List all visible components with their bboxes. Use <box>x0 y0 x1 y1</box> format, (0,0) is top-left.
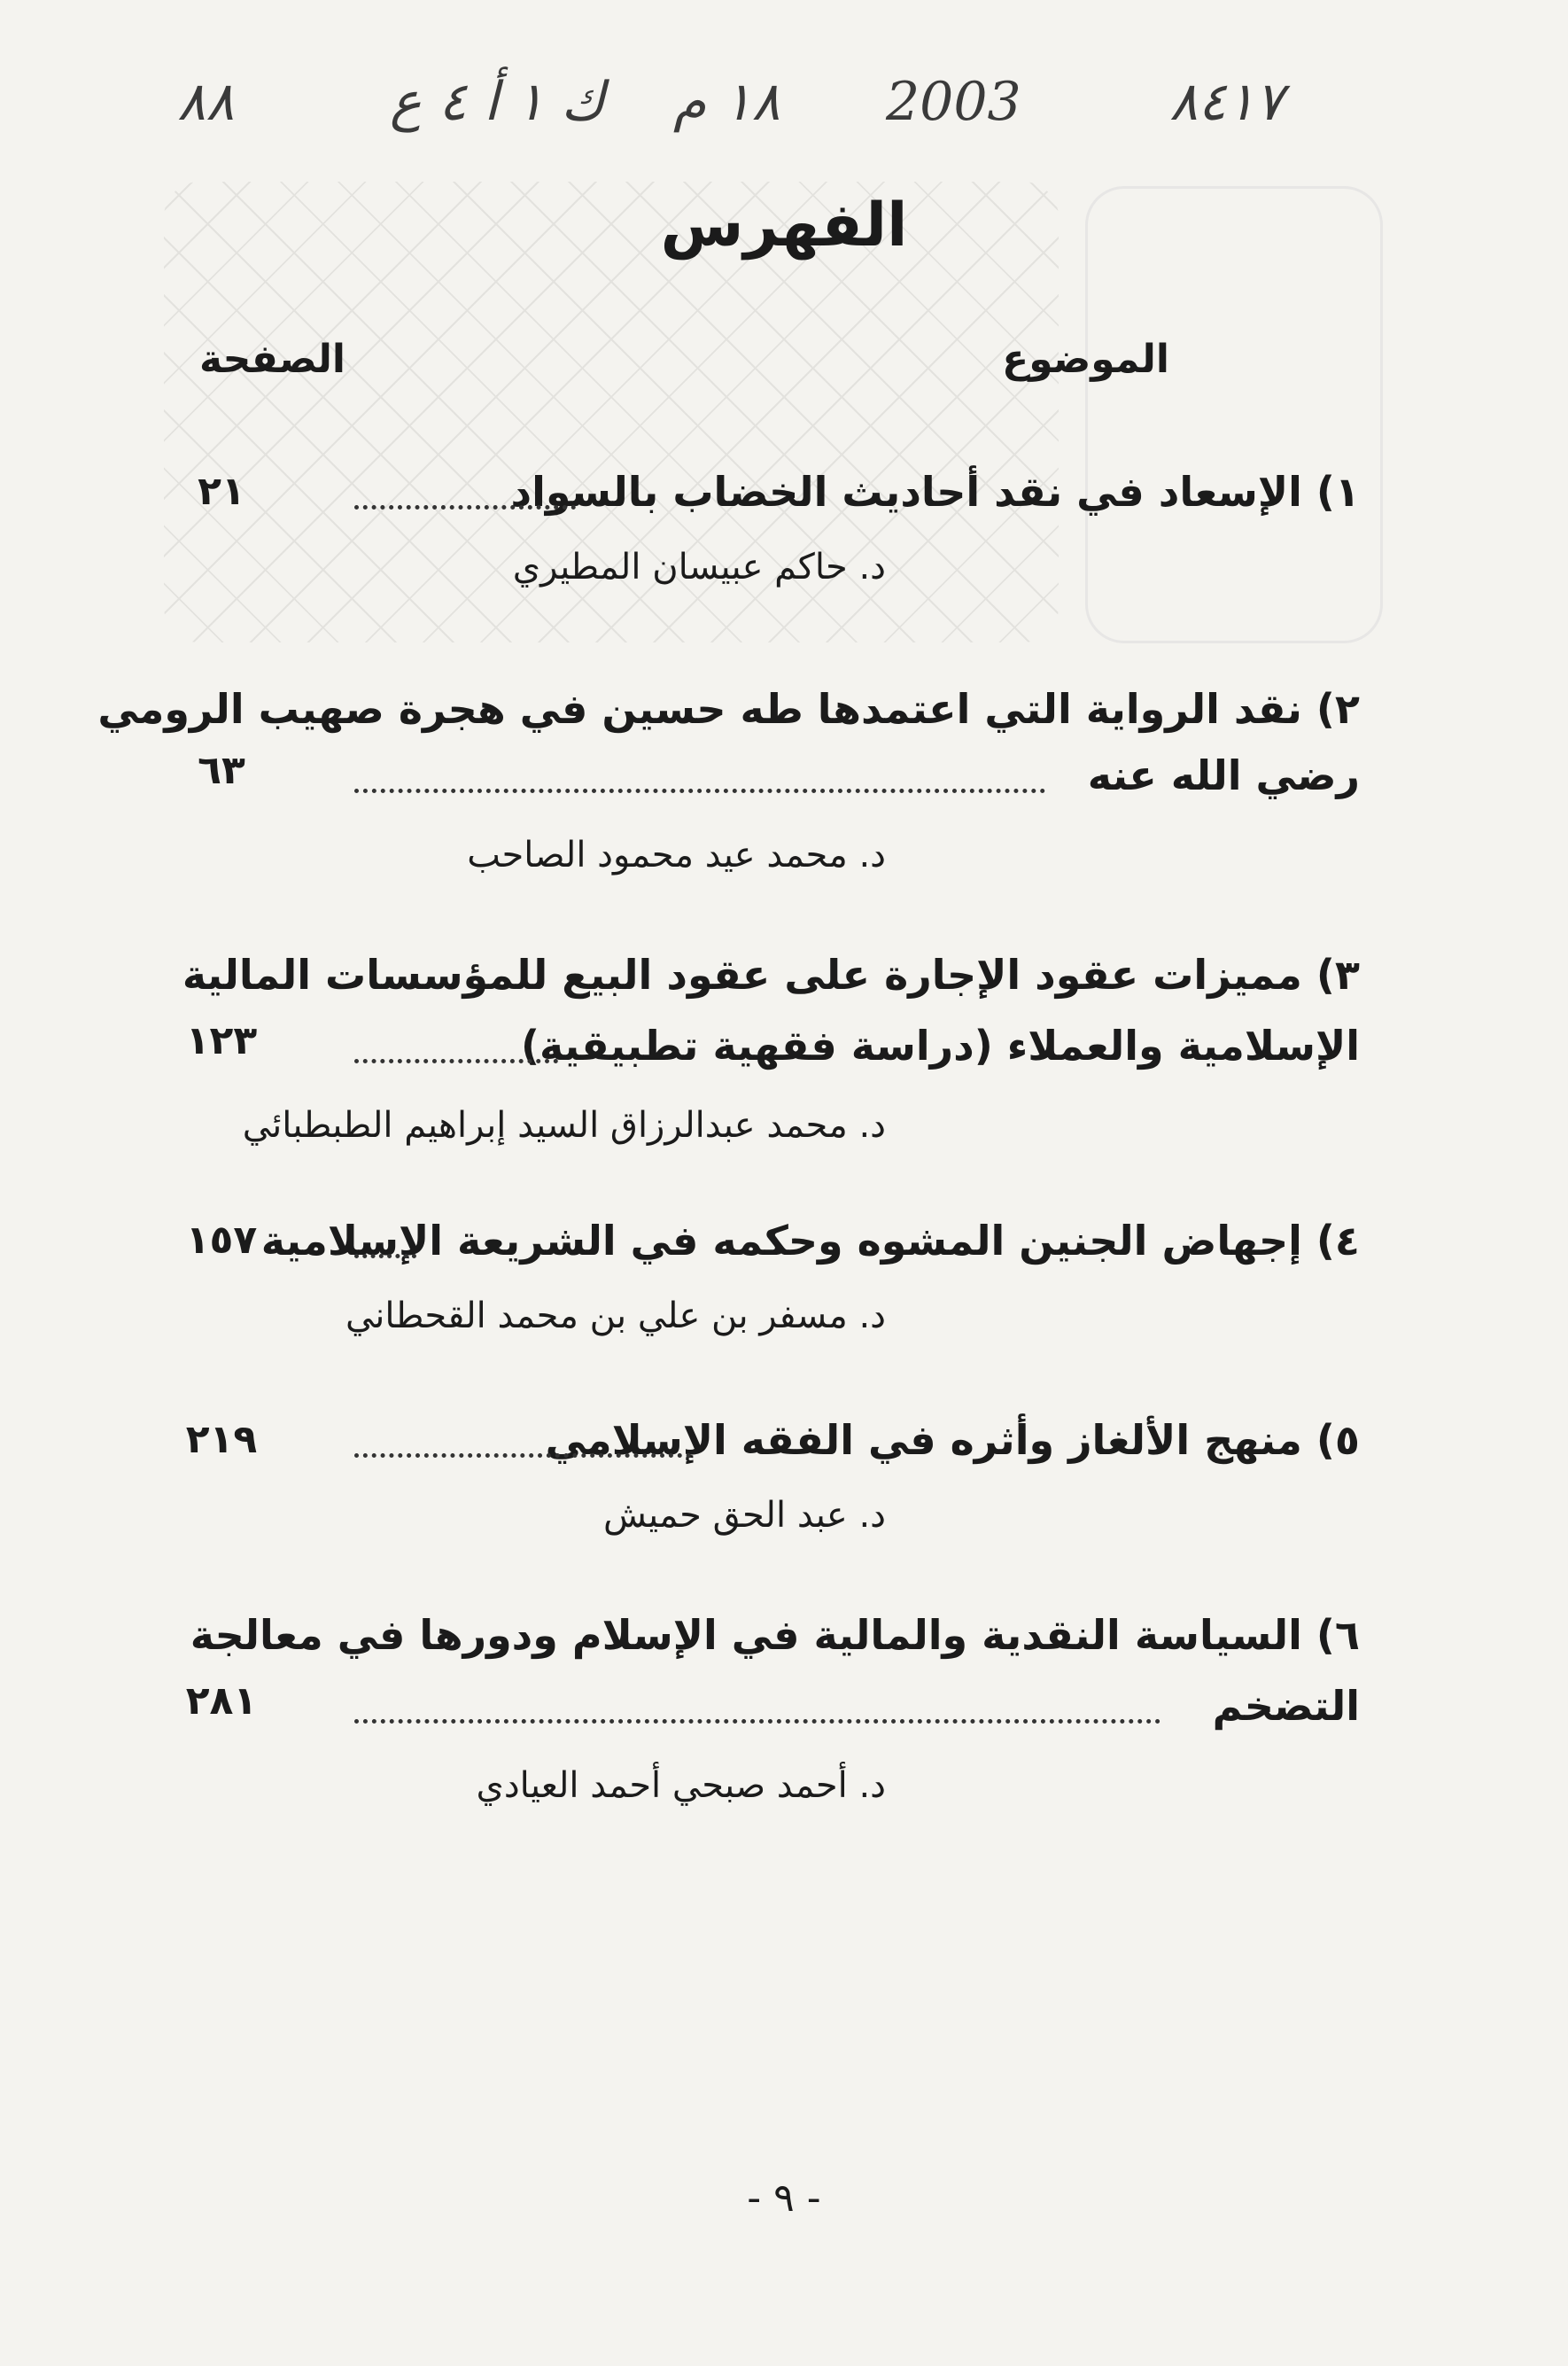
handwritten-number-right: ٨٤١٧ <box>1169 71 1284 133</box>
entry-title-line: ٢) نقد الرواية التي اعتمدها طه حسين في هجرة صهيب الرومي <box>97 685 1360 733</box>
entry-title-line: رضي الله عنه <box>1087 751 1360 799</box>
entry-title-line: ٥) منهج الألغاز وأثره في الفقه الإسلامي <box>545 1416 1360 1464</box>
leader-dots <box>354 479 576 510</box>
leader-dots <box>354 1227 416 1258</box>
column-header-subject: الموضوع <box>1002 337 1169 382</box>
entry-author: د. أحمد صبحي أحمد العيادي <box>476 1765 886 1806</box>
handwritten-year: 2003 <box>886 71 1021 133</box>
entry-title-line: ٦) السياسة النقدية والمالية في الإسلام ودورها في معالجة <box>190 1611 1360 1659</box>
page-number: ١٢٣ <box>185 1018 258 1063</box>
page-number: ١٥٧ <box>185 1218 258 1263</box>
page-title: الفهرس <box>660 191 908 261</box>
entry-author: د. محمد عبدالرزاق السيد إبراهيم الطبطبائي <box>242 1105 886 1146</box>
entry-author: د. محمد عيد محمود الصاحب <box>467 835 886 876</box>
leader-dots <box>354 762 1045 793</box>
page-number: ٢٨١ <box>185 1678 258 1724</box>
handwritten-number-18: ١٨ م <box>673 71 780 133</box>
handwritten-annotation <box>177 71 1364 168</box>
page-folio: - ٩ - <box>747 2175 821 2221</box>
entry-title-line: ٤) إجهاض الجنين المشوه وحكمه في الشريعة الإسلامية <box>260 1217 1360 1265</box>
leader-dots <box>354 1032 558 1063</box>
page-number: ٦٣ <box>198 748 245 793</box>
leader-dots <box>354 1693 1160 1724</box>
column-header-page: الصفحة <box>198 337 345 382</box>
handwritten-number-left: ٨٨ <box>177 71 235 133</box>
leader-dots <box>354 1427 691 1458</box>
entry-author: د. حاكم عبيسان المطيري <box>512 547 886 588</box>
page-number: ٢١ <box>198 469 245 514</box>
handwritten-word: ك ١ أ ٤ ع <box>390 71 605 133</box>
entry-title-line: ١) الإسعاد في نقد أحاديث الخضاب بالسواد <box>510 468 1360 516</box>
entry-author: د. عبد الحق حميش <box>602 1495 886 1536</box>
entry-title-line: ٣) مميزات عقود الإجارة على عقود البيع للمؤسسات المالية <box>182 951 1360 999</box>
entry-title-line: التضخم <box>1212 1682 1360 1730</box>
entry-author: د. مسفر بن علي بن محمد القحطاني <box>345 1296 886 1336</box>
page-number: ٢١٩ <box>185 1417 258 1462</box>
entry-title-line: الإسلامية والعملاء (دراسة فقهية تطبيقية) <box>521 1022 1360 1070</box>
